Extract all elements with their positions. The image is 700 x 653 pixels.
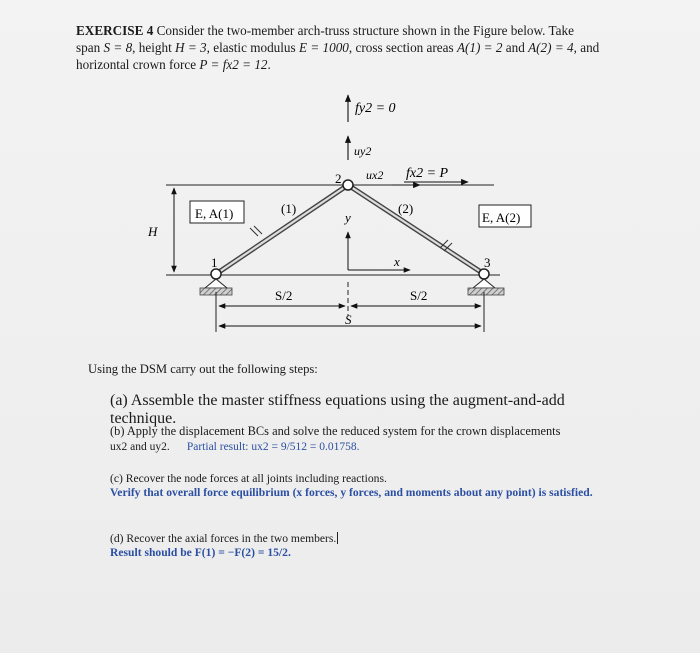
statement-line-1: Consider the two-member arch-truss structure shown in the Figure below. Take — [153, 23, 574, 38]
modulus-value: E = 1000 — [298, 40, 349, 55]
statement-text: , cross section areas — [348, 40, 457, 55]
steps-section — [88, 361, 608, 389]
step-b-vars: ux2 and uy2. — [110, 441, 170, 453]
step-b-text: (b) Apply the displacement BCs and solve the reduced system for the crown displacements — [110, 424, 561, 438]
joint-3 — [479, 269, 489, 279]
statement-text: , height — [132, 40, 176, 55]
joint-2 — [343, 180, 353, 190]
step-c — [110, 472, 600, 500]
support-3-pin — [473, 279, 495, 288]
member-1-property-label: E, A(1) — [195, 206, 234, 221]
statement-text: span — [76, 40, 104, 55]
step-a — [110, 392, 610, 428]
statement-text: . — [267, 57, 271, 72]
member-2-bar-inner — [348, 185, 484, 274]
support-3-ground — [468, 288, 504, 295]
crown-force-value: P = fx2 = 12 — [199, 57, 268, 72]
member-2-label: (2) — [398, 201, 414, 216]
step-d-result: Result should be F(1) = −F(2) = 15/2. — [110, 546, 291, 559]
node-3-label: 3 — [484, 255, 491, 270]
member-1-bar-inner — [216, 185, 348, 274]
member-1-label: (1) — [281, 201, 297, 216]
member-2-property-label: E, A(2) — [482, 210, 521, 225]
member-1-section-mark — [250, 226, 262, 236]
uy2-label: uy2 — [354, 144, 372, 158]
step-d — [110, 532, 610, 560]
exercise-label: EXERCISE 4 — [76, 23, 154, 38]
half-span-left-label: S/2 — [275, 288, 293, 303]
step-b — [110, 424, 610, 455]
statement-text: horizontal crown force — [76, 57, 200, 72]
support-1-pin — [205, 279, 227, 288]
statement-text: , and — [573, 40, 600, 55]
step-c-text: (c) Recover the node forces at all joints including reactions. — [110, 472, 387, 485]
x-axis-label: x — [394, 254, 400, 269]
node-2-label: 2 — [335, 171, 342, 186]
statement-text: , elastic modulus — [206, 40, 299, 55]
y-axis-label: y — [345, 210, 351, 225]
fy2-label: fy2 = 0 — [355, 101, 396, 116]
height-label: H — [148, 224, 158, 239]
step-c-verify: Verify that overall force equilibrium (x forces, y forces, and moments about any point) is satisfied. — [110, 486, 593, 499]
step-a-text: (a) Assemble the master stiffness equations using the augment-and-add technique. — [110, 392, 565, 427]
statement-text: and — [502, 40, 529, 55]
ux2-label: ux2 — [366, 168, 384, 182]
half-span-right-label: S/2 — [410, 288, 428, 303]
span-label: S — [345, 312, 352, 327]
height-value: H = 3 — [175, 40, 207, 55]
step-b-partial-result: Partial result: ux2 = 9/512 = 0.01758. — [186, 441, 360, 453]
area-2-value: A(2) = 4 — [528, 40, 574, 55]
joint-1 — [211, 269, 221, 279]
node-1-label: 1 — [211, 255, 218, 270]
area-1-value: A(1) = 2 — [456, 40, 503, 55]
steps-intro: Using the DSM carry out the following steps: — [88, 362, 318, 376]
text-cursor — [337, 532, 338, 544]
span-value: S = 8 — [103, 40, 133, 55]
fx2-label: fx2 = P — [406, 166, 449, 181]
step-d-text: (d) Recover the axial forces in the two members. — [110, 532, 337, 545]
